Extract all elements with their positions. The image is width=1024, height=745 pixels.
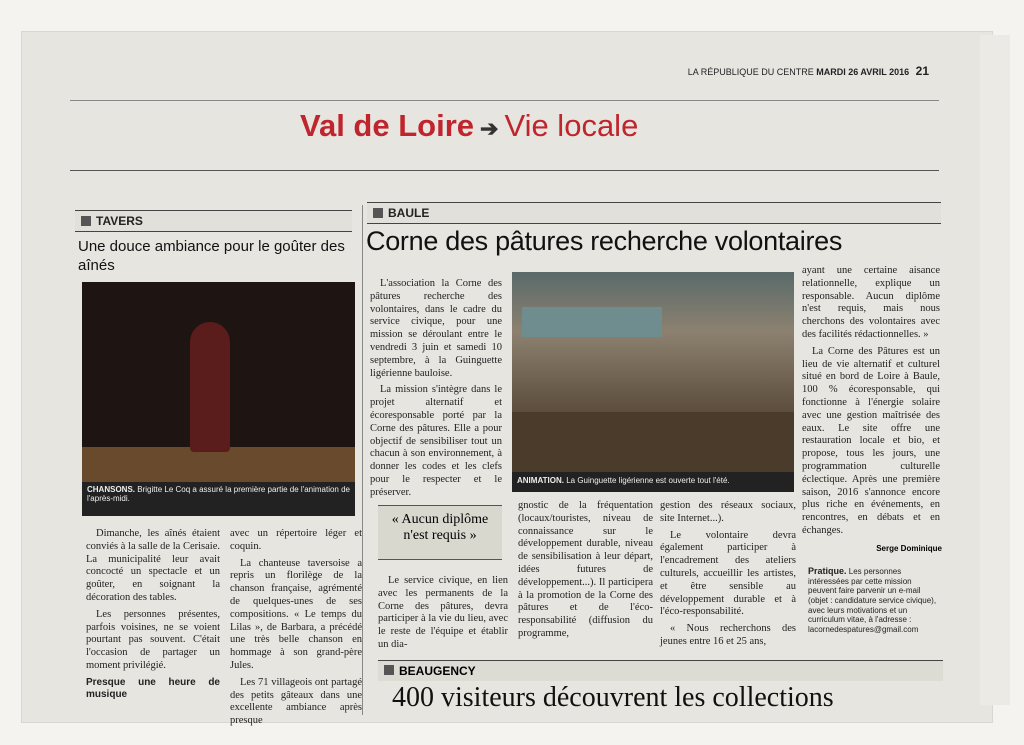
page-number: 21 [915,64,929,78]
pull-quote: « Aucun diplôme n'est requis » [378,505,502,560]
tag-tavers: TAVERS [75,210,352,232]
solar-roof [522,307,662,337]
left-column-1: Dimanche, les aînés étaient conviés à la salle de la Cerisaie. La municipalité leur avait concocté un spectacle et un goûter, en soignant la décoration des tables. Les personnes présentes, parfois voisines, ne se voient pourtant pas souvent. C'était l'occasion de partager un moment privilégié. Presque une heure de musique [86,528,220,700]
column-divider [362,205,363,715]
ground [512,412,794,472]
left-photo-caption: CHANSONS. Brigitte Le Coq a assuré la première partie de l'animation de l'après-midi. [82,482,355,516]
section-rule [70,170,939,171]
bottom-headline: 400 visiteurs découvrent les collections [392,682,834,713]
tag-baule: BAULE [367,202,941,224]
singer-figure [190,322,230,452]
stage [82,447,355,482]
main-column-4: ayant une certaine aisance relationnelle, explique un responsable. Aucun diplôme n'est requis, mais nous cherchons des volontaires avec des facilités rédactionnelles. » La Corne des Pâtures est un lieu de vie alternatif et culturel situé en bord de Loire à Baule, 100 % écoresponsable, qui fonctionne à l'énergie solaire avec une gestion maîtrisée des eaux. Le site offre une restauration locale et bio, et propose, tous les jours, une programmation culturelle éclectique. Après une première saison, 2016 s'annonce encore plus riche en événements, en rencontres, en débats et en échanges. [802,265,940,536]
date: MARDI 26 AVRIL 2016 [816,67,910,77]
top-rule [70,100,939,101]
guinguette-photo [512,272,794,472]
region-label: Val de Loire [300,108,475,143]
pratique-box: Pratique. Les personnes intéressées par cette mission peuvent faire parvenir un e-mail (objet : candidature service civique), avec leurs motivations et un curriculum vitae, à l'adresse : lacornedespatures@gmail.com [808,566,937,634]
main-column-2: gnostic de la fréquentation (locaux/touristes, niveau de connaissance sur le développement durable, niveau de sensibilisation à leur départ, idées futures de développement...). Il participera à la promotion de la Corne des pâtures et de l'éco-responsabilité (diffusion du programme, [518,500,653,639]
square-icon [373,208,383,218]
tag-beaugency: BEAUGENCY [378,660,943,681]
square-icon [81,216,91,226]
page-edge [980,35,1010,705]
square-icon [384,665,394,675]
rubric-label: Vie locale [504,108,639,143]
arrow-icon: ➔ [480,116,499,141]
left-column-2: avec un répertoire léger et coquin. La chanteuse taversoise a repris un florilège de la chanson française, agrémenté de quelques-unes de ses compositions. « Le temps du Lilas », de Barbara, a précédé une très belle chanson en hommage à son grand-père Jules. Les 71 villageois ont partagé des petits gâteaux dans une excellente ambiance après presque [230,528,362,727]
section-title [300,108,638,144]
main-headline: Corne des pâtures recherche volontaires [366,226,843,256]
main-column-1: L'association la Corne des pâtures recherche des volontaires, dans le cadre du service civique, pour une mission se déroulant entre le vendredi 3 juin et samedi 10 septembre, à la Guinguette ligérienne bauloise. La mission s'intègre dans le projet alternatif et écoresponsable porté par la Corne des pâtures. Elle a pour objectif de sensibiliser tout un chacun à son environnement, à donner les codes et les clefs pour le respecter et le préserver. [370,278,502,498]
signature: Serge Dominique [876,544,942,553]
left-headline: Une douce ambiance pour le goûter des aînés [78,238,345,274]
main-column-1b: Le service civique, en lien avec les permanents de la Corne des pâtures, devra participer à la vie du lieu, avec le reste de l'équipe et établir un dia- [378,575,508,650]
main-photo-caption: ANIMATION. La Guinguette ligérienne est ouverte tout l'été. [512,472,794,492]
paper-name: LA RÉPUBLIQUE DU CENTRE [687,67,814,77]
concert-photo [82,282,355,482]
masthead [688,64,929,78]
main-column-3: gestion des réseaux sociaux, site Internet...). Le volontaire devra également participer à l'encadrement des ateliers culturels, accueillir les artistes, et être sensible au développement durable et à l'éco-responsabilité. « Nous recherchons des jeunes entre 16 et 25 ans, [660,500,796,647]
